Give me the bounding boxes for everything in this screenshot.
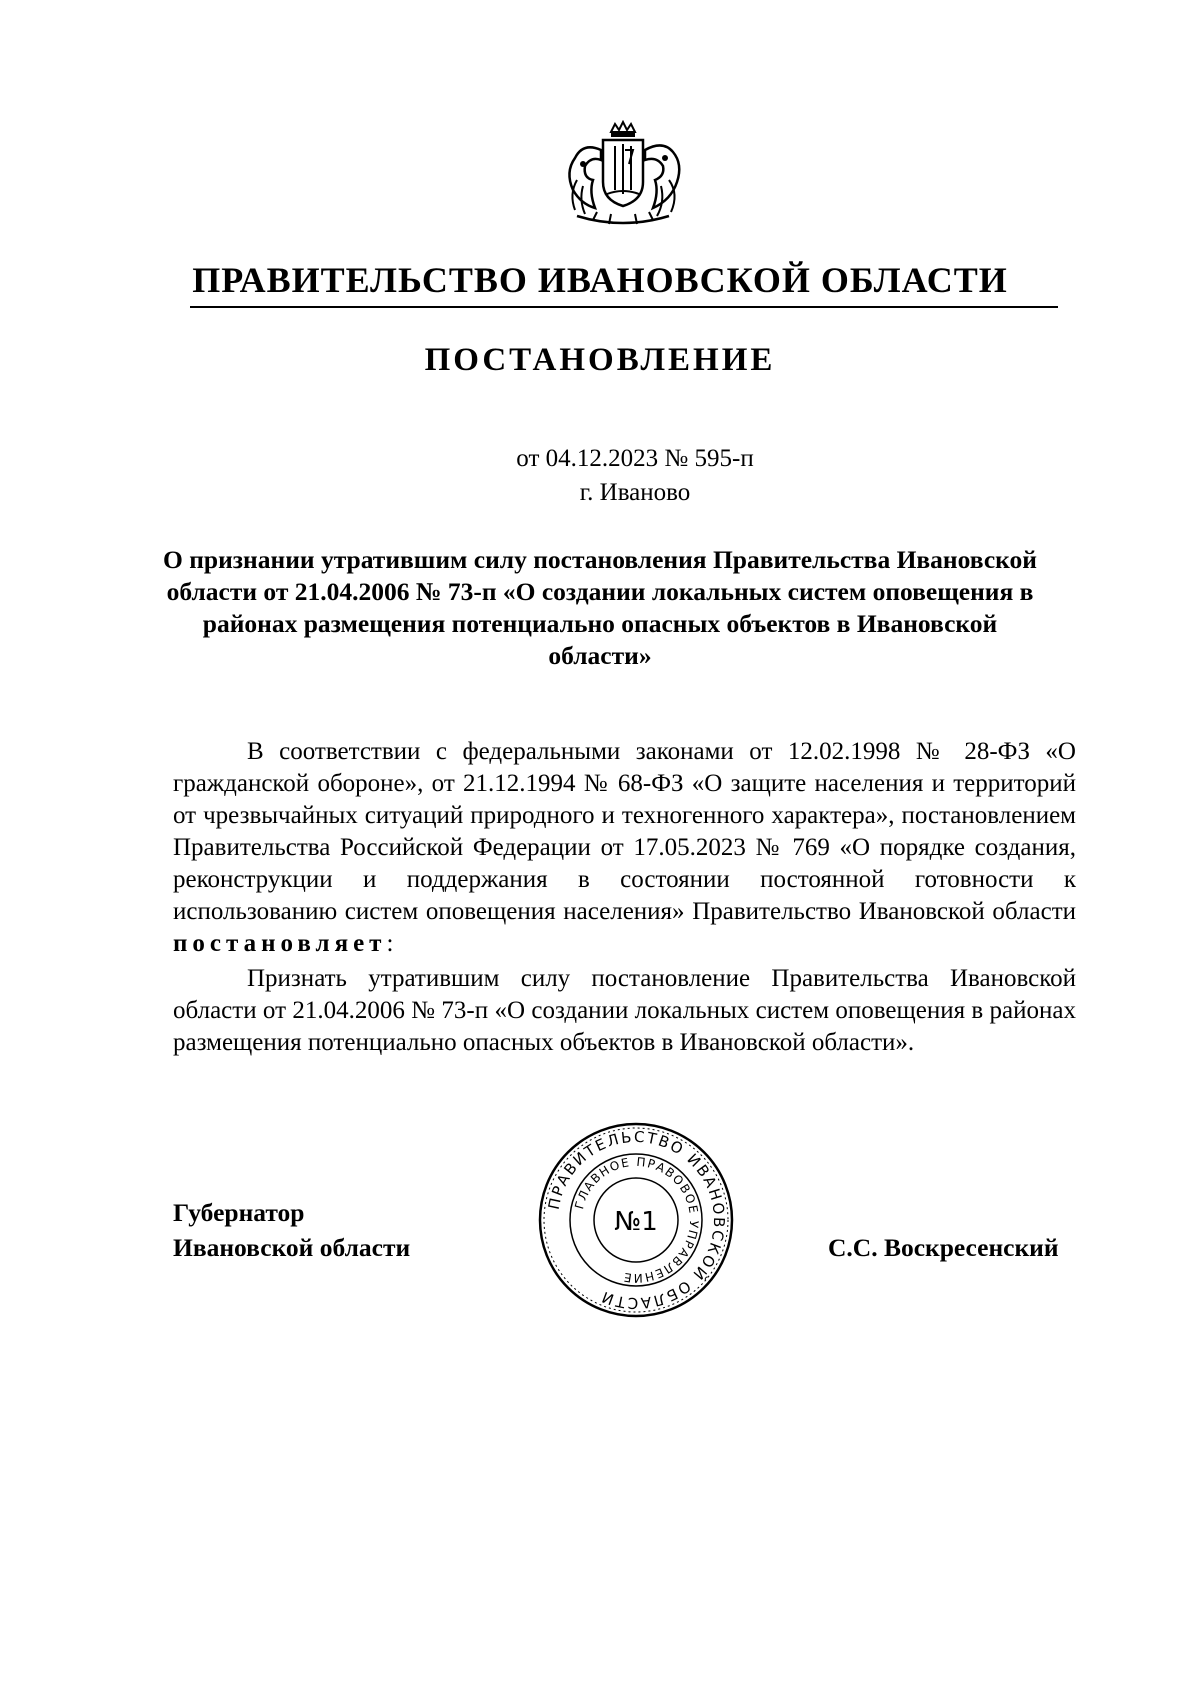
seal-outer-text: ПРАВИТЕЛЬСТВО ИВАНОВСКОЙ ОБЛАСТИ <box>544 1127 729 1313</box>
seal-inner-text: ГЛАВНОЕ ПРАВОВОЕ УПРАВЛЕНИЕ <box>572 1154 702 1286</box>
document-subject: О признании утратившим силу постановления Правительства Ивановской области от 21.04.2006 № 73-п «О создании локальных систем оповещения в районах размещения потенциально опасных объектов в Ивановской области» <box>163 545 1037 670</box>
signatory-name: С.С. Воскресенский <box>828 1233 1059 1262</box>
seal-number: №1 <box>614 1207 658 1237</box>
paragraph-1-end: : <box>386 930 394 957</box>
signatory-position <box>173 1195 410 1265</box>
position-line-1: Губернатор <box>173 1198 305 1227</box>
document-date-number: от 04.12.2023 № 595-п <box>516 445 754 472</box>
paragraph-1-text: В соответствии с федеральными законами от 12.02.1998 № 28-ФЗ «О гражданской обороне», от 21.12.1994 № 68-ФЗ «О защите населения и территорий от чрезвычайных ситуаций природного и техногенного характера», постановлением Правительства Российской Федерации от 17.05.2023 № 769 «О порядке создания, реконструкции и поддержания в состоянии постоянной готовности к использованию систем оповещения населения» Правительство Ивановской области <box>173 738 1076 925</box>
document-city: г. Иваново <box>579 479 691 506</box>
document-type: ПОСТАНОВЛЕНИЕ <box>424 342 776 378</box>
title-underline <box>190 306 1058 308</box>
official-seal <box>536 1120 736 1320</box>
coat-of-arms-icon <box>553 120 693 230</box>
position-line-2: Ивановской области <box>173 1233 411 1262</box>
body-paragraph-2: Признать утратившим силу постановление Правительства Ивановской области от 21.04.2006 № 73-п «О создании локальных систем оповещения в районах размещения потенциально опасных объектов в Ивановской области». <box>173 965 1076 1056</box>
body-paragraph-1 <box>173 736 1076 960</box>
decree-word: постановляет <box>173 930 387 957</box>
organization-title: ПРАВИТЕЛЬСТВО ИВАНОВСКОЙ ОБЛАСТИ <box>192 260 1008 300</box>
